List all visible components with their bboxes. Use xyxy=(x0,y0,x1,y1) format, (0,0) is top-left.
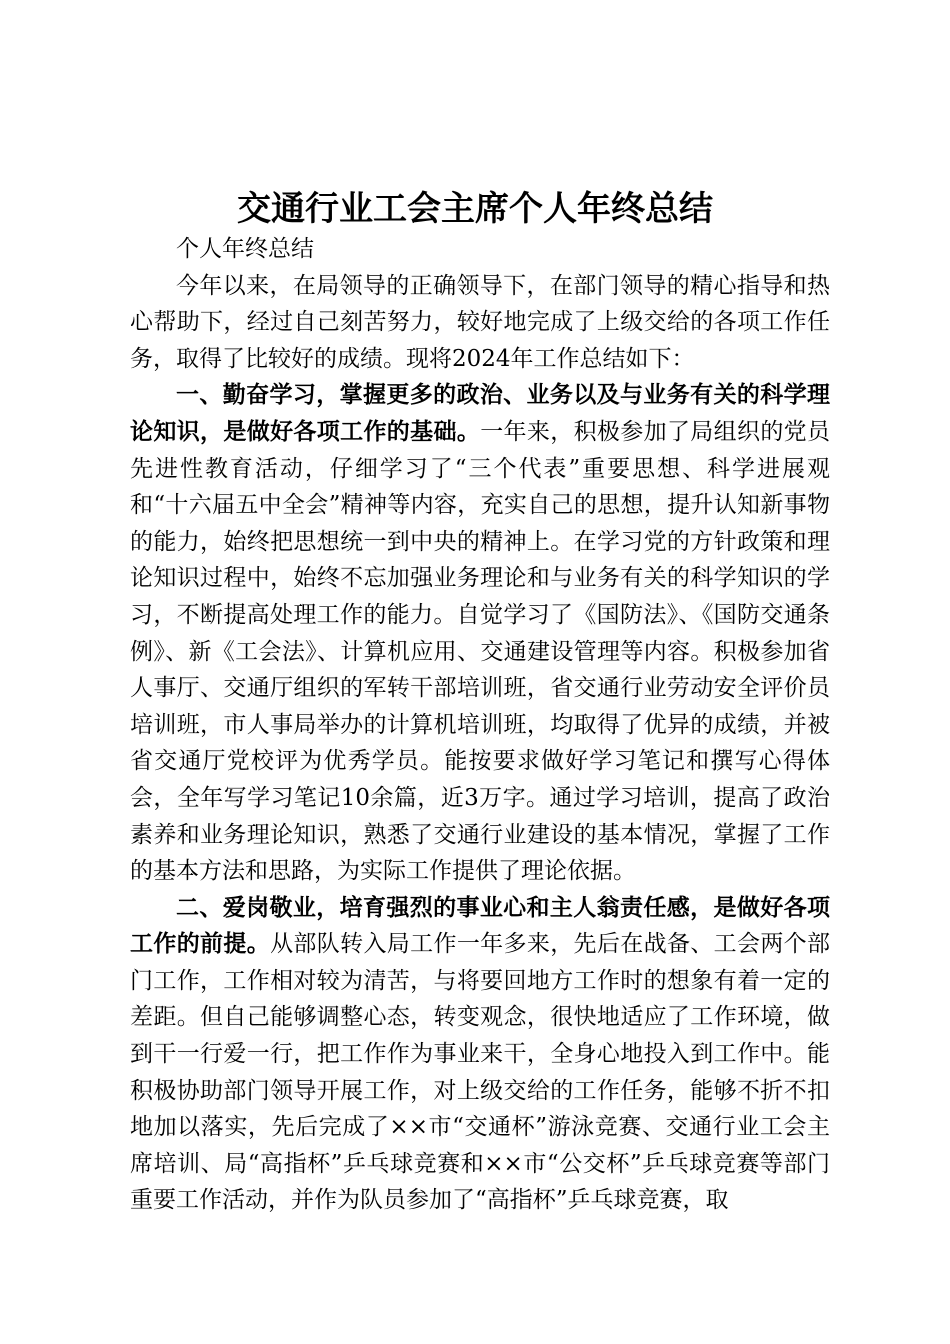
section-heading: 一、勤奋学习，掌握更多的政治、业务以及与业务有关的科学理论知识，是做好各项工作的基础。 xyxy=(130,382,830,445)
document-body xyxy=(130,231,830,1219)
section-heading: 二、爱岗敬业，培育强烈的事业心和主人翁责任感，是做好各项工作的前提。 xyxy=(130,894,830,958)
paragraph-subtitle xyxy=(130,231,830,268)
paragraph-text: 一年来，积极参加了局组织的党员先进性教育活动，仔细学习了“三个代表”重要思想、科学进展观和“十六届五中全会”精神等内容，充实自己的思想，提升认知新事物的能力，始终把思想统一到中央的精神上。在学习党的方针政策和理论知识过程中，始终不忘加强业务理论和与业务有关的科学知识的学习，不断提高处理工作的能力。自觉学习了《国防法》、《国防交通条例》、新《工会法》、计算机应用、交通建设管理等内容。积极参加省人事厅、交通厅组织的军转干部培训班，省交通行业劳动安全评价员培训班，市人事局举办的计算机培训班，均取得了优异的成绩，并被省交通厅党校评为优秀学员。能按要求做好学习笔记和撰写心得体会，全年写学习笔记10余篇，近3万字。通过学习培训，提高了政治素养和业务理论知识，熟悉了交通行业建设的基本情况，掌握了工作的基本方法和思路，为实际工作提供了理论依据。 xyxy=(130,418,831,885)
paragraph-text: 个人年终总结 xyxy=(176,236,314,262)
document-title: 交通行业工会主席个人年终总结 xyxy=(237,189,713,229)
paragraph-intro xyxy=(130,268,830,378)
paragraph-section-2 xyxy=(130,890,830,1219)
paragraph-section-1 xyxy=(130,377,830,889)
paragraph-text: 今年以来，在局领导的正确领导下，在部门领导的精心指导和热心帮助下，经过自己刻苦努力，较好地完成了上级交给的各项工作任务，取得了比较好的成绩。现将2024年工作总结如下： xyxy=(130,272,830,372)
paragraph-text: 从部队转入局工作一年多来，先后在战备、工会两个部门工作，工作相对较为清苦，与将要回地方工作时的想象有着一定的差距。但自己能够调整心态，转变观念，很快地适应了工作环境，做到干一行爱一行，把工作作为事业来干，全身心地投入到工作中。能积极协助部门领导开展工作，对上级交给的工作任务，能够不折不扣地加以落实，先后完成了××市“交通杯”游泳竞赛、交通行业工会主席培训、局“高指杯”乒乓球竞赛和××市“公交杯”乒乓球竞赛等部门重要工作活动，并作为队员参加了“高指杯”乒乓球竞赛，取 xyxy=(130,931,831,1214)
